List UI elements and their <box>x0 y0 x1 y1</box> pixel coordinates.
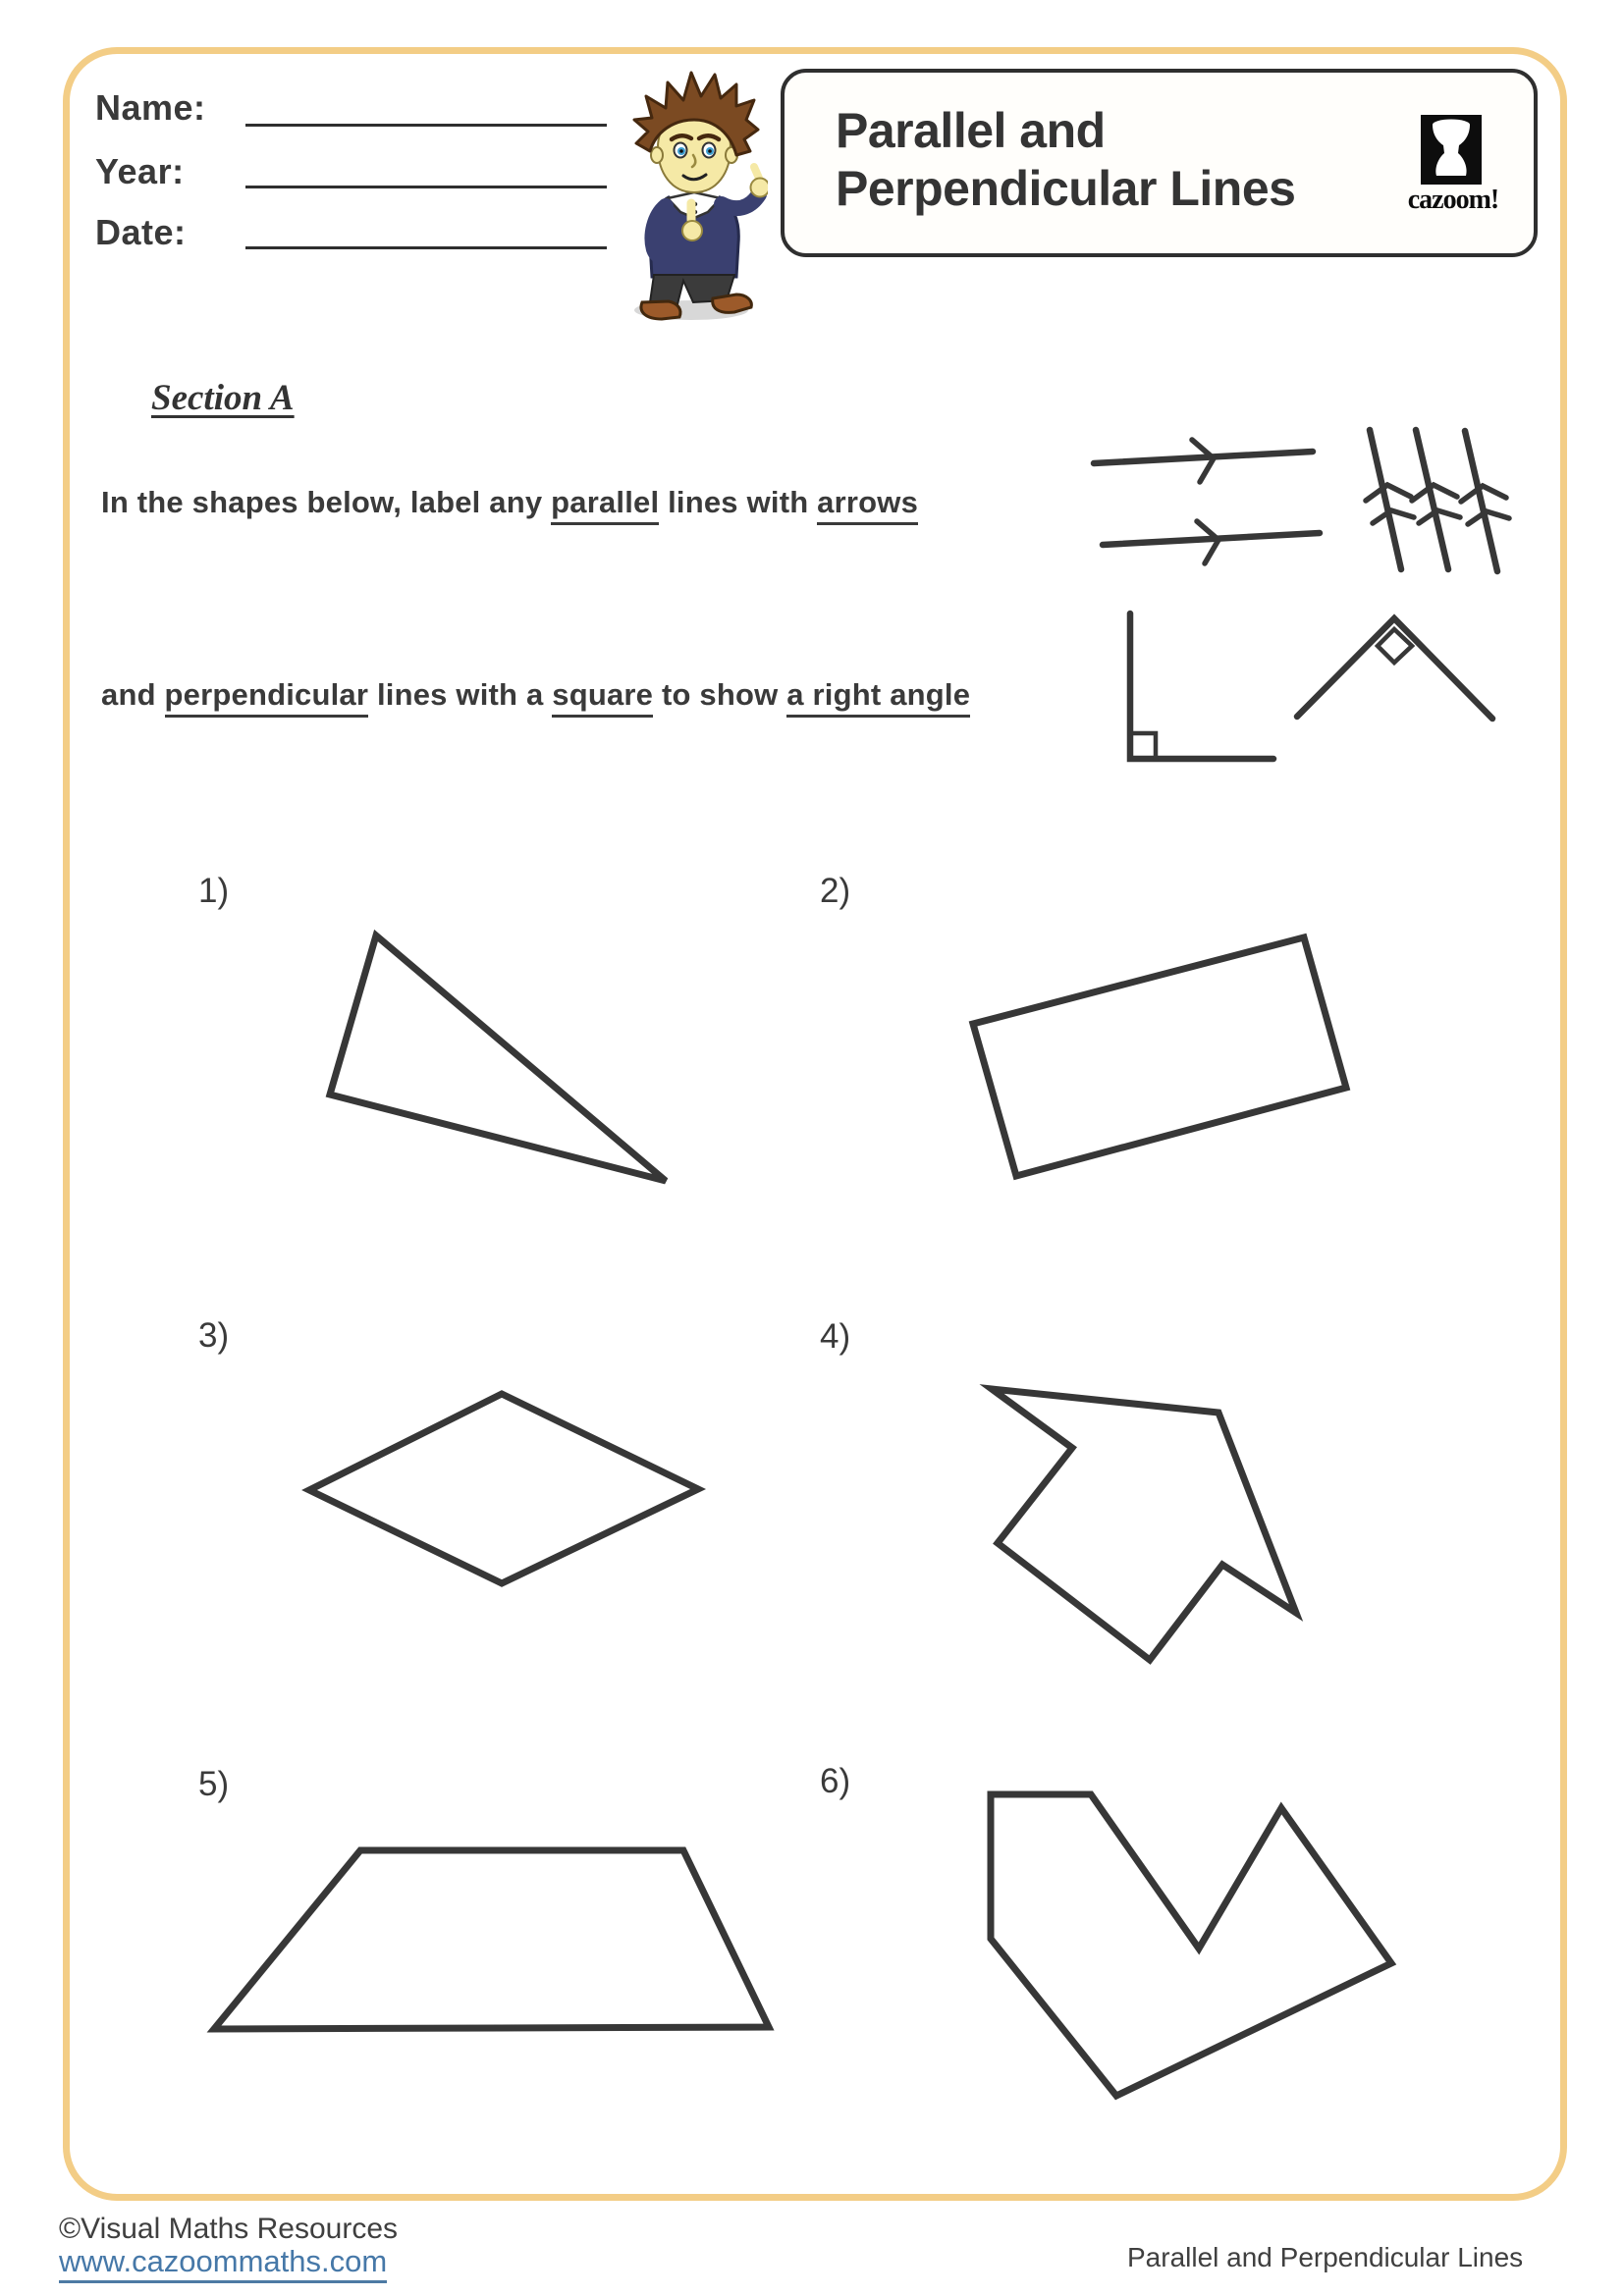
footer-copyright: ©Visual Maths Resources <box>59 2213 399 2245</box>
mascot-left-arm <box>722 194 759 208</box>
mascot-pupil <box>679 149 683 153</box>
shape-5-label: 5) <box>198 1765 230 1803</box>
footer-document-title: Parallel and Perpendicular Lines <box>1127 2242 1524 2272</box>
mascot-ear <box>651 147 663 163</box>
text-run: and <box>101 677 165 712</box>
date-field-line[interactable] <box>245 246 607 249</box>
underlined-term: perpendicular <box>165 677 369 718</box>
underlined-term: square <box>552 677 653 718</box>
shape-1-label: 1) <box>198 872 230 910</box>
mascot-fist <box>682 221 702 240</box>
worksheet-title-line2: Perpendicular Lines <box>836 161 1296 216</box>
shape-2-label: 2) <box>820 872 851 910</box>
cazoom-logo-text: cazoom! <box>1407 185 1499 215</box>
underlined-term: parallel <box>551 485 659 525</box>
text-run: In the shapes below, label any <box>101 485 552 519</box>
shape-4-label: 4) <box>820 1317 851 1356</box>
mascot-shoe <box>641 301 680 319</box>
text-run: to show <box>653 677 787 712</box>
text-run: lines with <box>659 485 818 519</box>
instruction-line-1 <box>101 483 918 522</box>
mascot-shoe <box>713 294 752 312</box>
text-run: lines with a <box>368 677 553 712</box>
cazoom-logo <box>1421 115 1482 185</box>
name-label: Name: <box>95 87 206 128</box>
instruction-line-2 <box>101 675 970 715</box>
mascot-pupil <box>708 149 712 153</box>
year-label: Year: <box>95 151 185 191</box>
shape-3-label: 3) <box>198 1316 230 1355</box>
underlined-term: a right angle <box>786 677 970 718</box>
shape-6-label: 6) <box>820 1762 851 1800</box>
date-label: Date: <box>95 212 187 252</box>
footer-website-link[interactable]: www.cazoommaths.com <box>59 2244 387 2283</box>
djembe-drum-icon <box>1421 115 1482 185</box>
page-border-frame <box>63 47 1567 2201</box>
section-a-heading: Section A <box>151 378 295 418</box>
name-field-line[interactable] <box>245 124 607 127</box>
underlined-term: arrows <box>817 485 918 525</box>
mascot-boy-illustration <box>621 57 768 322</box>
mascot-hand <box>751 179 769 197</box>
worksheet-title-line1: Parallel and <box>836 103 1106 158</box>
worksheet-title <box>836 102 1295 218</box>
year-field-line[interactable] <box>245 186 607 188</box>
